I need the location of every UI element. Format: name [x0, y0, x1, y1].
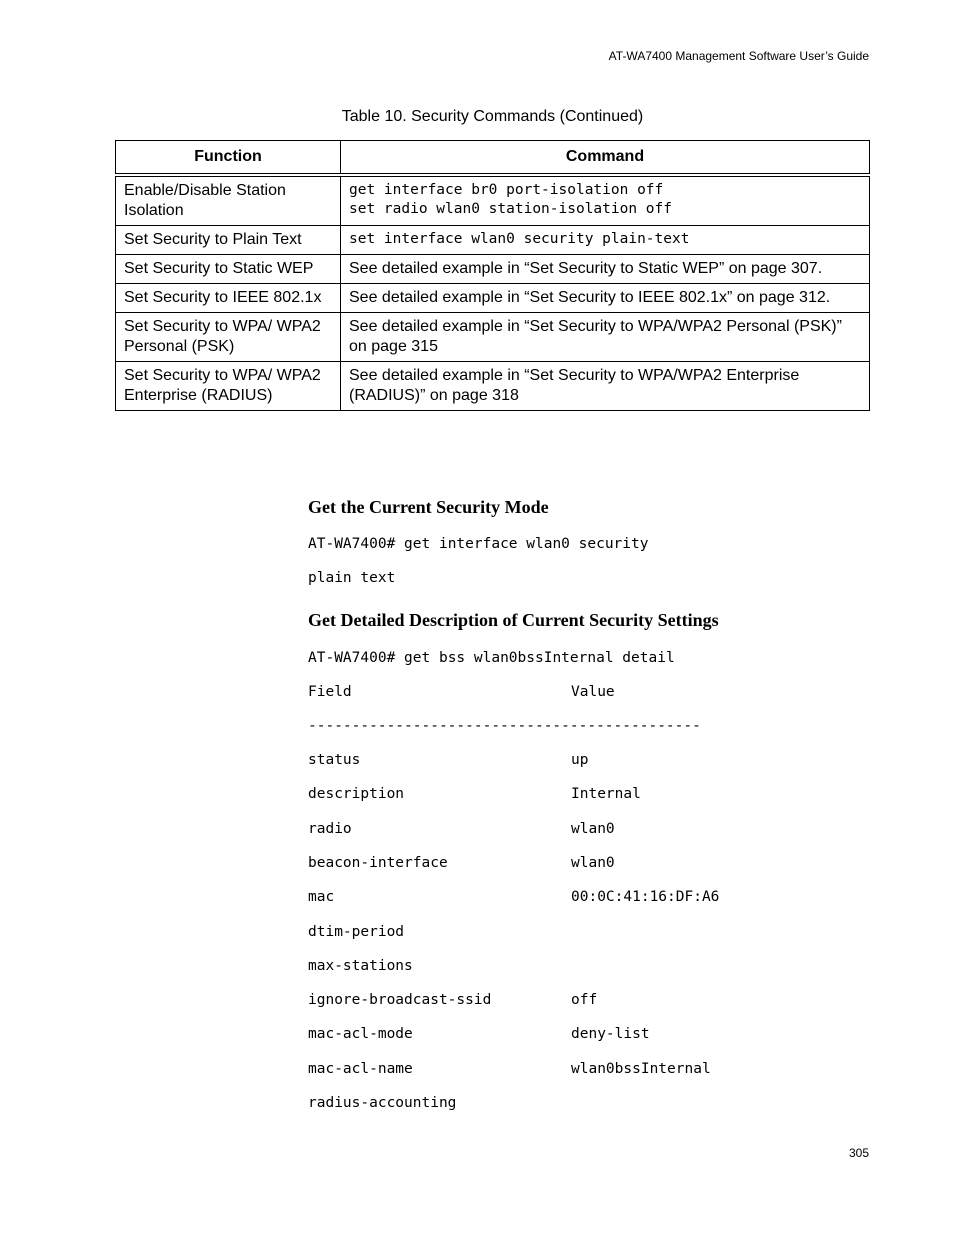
- table-row: [116, 225, 870, 254]
- function-cell: Enable/Disable Station Isolation: [116, 175, 341, 226]
- field-column-label: Field: [308, 684, 352, 700]
- command-cell: [341, 175, 870, 226]
- cli-command: get interface wlan0 security: [404, 536, 649, 552]
- field-name: beacon-interface: [308, 854, 448, 871]
- table-caption: Table 10. Security Commands (Continued): [341, 108, 644, 125]
- value-column-label: Value: [571, 684, 615, 700]
- function-cell: Set Security to WPA/ WPA2 Personal (PSK): [116, 312, 341, 361]
- command-cell: [341, 283, 870, 312]
- section-heading-security-mode: Get the Current Security Mode: [308, 497, 549, 517]
- command-cell: [341, 225, 870, 254]
- command-cell: [341, 312, 870, 361]
- table-row: [116, 175, 870, 226]
- command-line: get interface br0 port-isolation off: [349, 181, 664, 198]
- cli-prompt: AT-WA7400#: [308, 536, 396, 552]
- column-header-command: Command: [341, 141, 870, 175]
- field-name: ignore-broadcast-ssid: [308, 992, 492, 1009]
- security-commands-table: [115, 140, 870, 411]
- function-cell: Set Security to Plain Text: [116, 225, 341, 254]
- field-name: radio: [308, 820, 352, 837]
- command-line: set interface wlan0 security plain-text: [349, 230, 690, 247]
- function-cell: Set Security to IEEE 802.1x: [116, 283, 341, 312]
- running-header: AT-WA7400 Management Software User’s Guide: [608, 49, 869, 63]
- table-row: [116, 283, 870, 312]
- command-line: See detailed example in “Set Security to Static WEP” on page 307.: [349, 259, 823, 277]
- column-header-function: Function: [116, 141, 341, 175]
- field-value: off: [571, 992, 598, 1009]
- page-number: 305: [848, 1146, 869, 1160]
- table-row: [116, 254, 870, 283]
- cli-command: get bss wlan0bssInternal detail: [404, 650, 675, 666]
- table-row: [116, 312, 870, 361]
- field-name: max-stations: [308, 957, 413, 974]
- field-value: deny-list: [571, 1026, 650, 1043]
- function-cell: Set Security to WPA/ WPA2 Enterprise (RADIUS): [116, 361, 341, 410]
- command-line-security-mode: [308, 536, 648, 552]
- field-value: wlan0: [571, 820, 615, 837]
- table-row: [116, 361, 870, 410]
- field-value: up: [571, 752, 589, 768]
- field-value: wlan0: [571, 854, 615, 871]
- command-line: See detailed example in “Set Security to WPA/WPA2 Enterprise (RADIUS)” on page 318: [349, 366, 800, 404]
- field-name: radius-accounting: [308, 1095, 457, 1111]
- field-value: 00:0C:41:16:DF:A6: [571, 889, 720, 906]
- field-name: dtim-period: [308, 923, 405, 940]
- command-cell: [341, 254, 870, 283]
- command-cell: [341, 361, 870, 410]
- command-line-security-settings: [308, 650, 675, 666]
- field-name: mac-acl-mode: [308, 1026, 413, 1043]
- field-name: mac-acl-name: [308, 1060, 413, 1077]
- command-line: See detailed example in “Set Security to IEEE 802.1x” on page 312.: [349, 288, 831, 306]
- function-cell: Set Security to Static WEP: [116, 254, 341, 283]
- field-value: Internal: [571, 786, 641, 803]
- output-separator: ---------------------------------------------: [308, 718, 701, 734]
- field-value: wlan0bssInternal: [571, 1060, 711, 1077]
- section-heading-security-settings: Get Detailed Description of Current Security Settings: [308, 610, 719, 630]
- command-output-security-mode: plain text: [308, 570, 396, 586]
- field-name: description: [308, 786, 405, 803]
- cli-prompt: AT-WA7400#: [308, 650, 396, 666]
- command-line: See detailed example in “Set Security to WPA/WPA2 Personal (PSK)” on page 315: [349, 317, 842, 355]
- field-name: status: [308, 752, 361, 768]
- field-name: mac: [308, 889, 335, 906]
- table-header-row: [116, 141, 870, 175]
- command-line: set radio wlan0 station-isolation off: [349, 200, 673, 217]
